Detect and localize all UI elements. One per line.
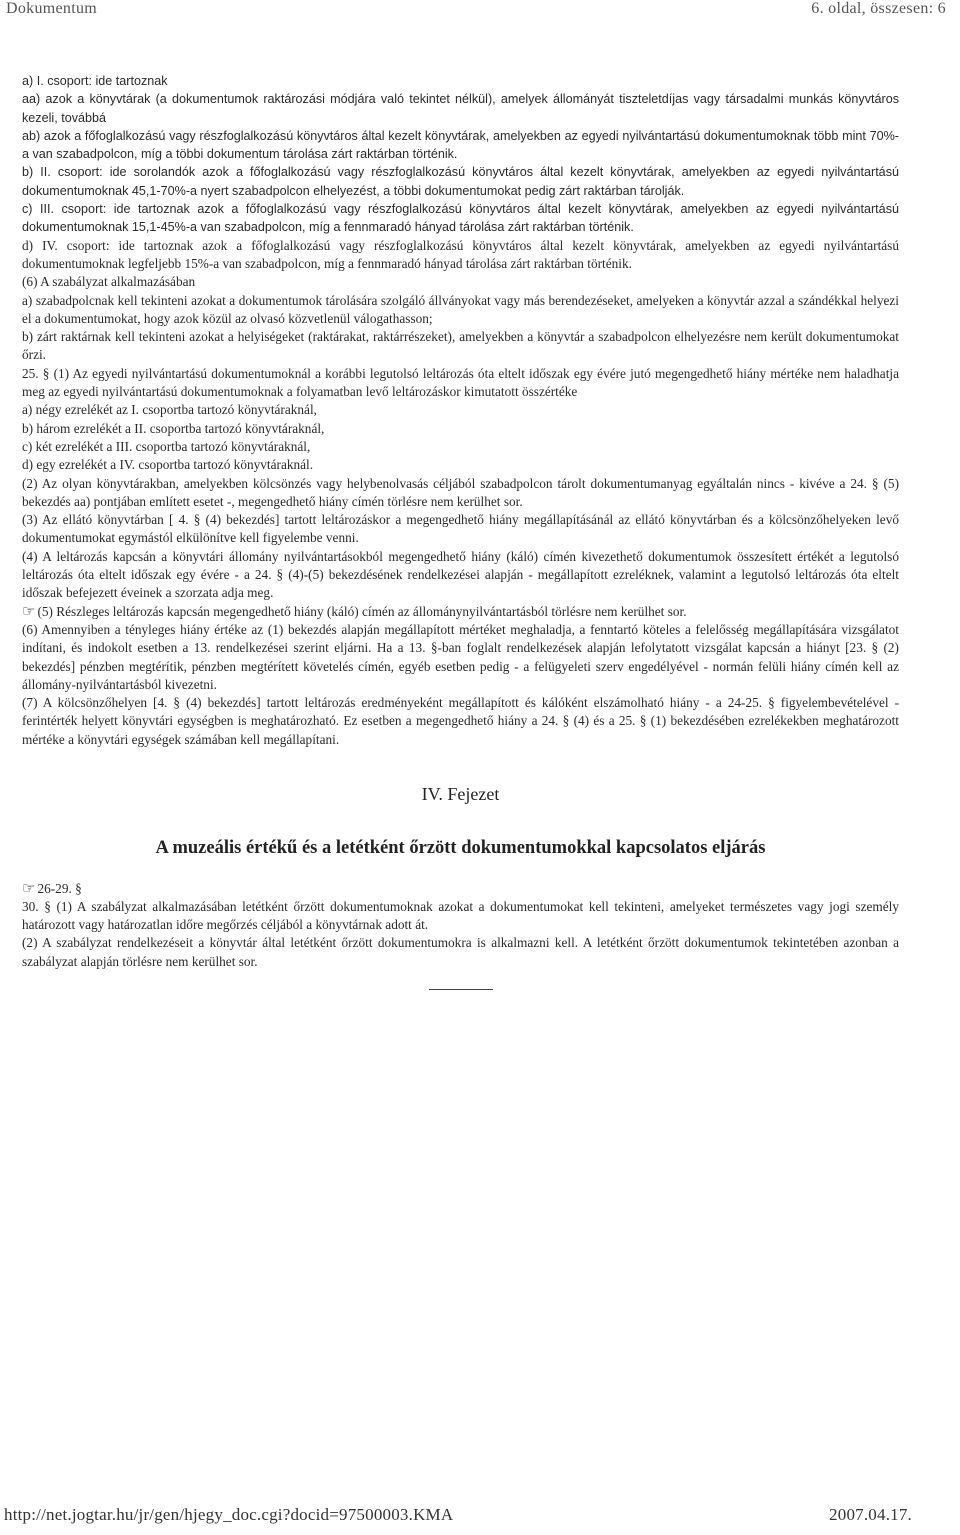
paragraph-25-1d: d) egy ezrelékét a IV. csoportba tartozó könyvtáraknál. — [22, 457, 314, 473]
paragraph-30-1: 30. § (1) A szabályzat alkalmazásában letétként őrzött dokumentumoknak azokat a dokumentumokat kell tekinteni, amelyeket természetes vagy jogi személy határozott vagy határozatlan időre megőrzés céljából a könyvtárnak adott át. — [22, 898, 899, 933]
paragraph-25-5-row — [22, 603, 899, 621]
paragraph-6b: b) zárt raktárnak kell tekinteni azokat a helyiségeket (raktárakat, raktárrészeket), amelyekben a könyvtár a szabadpolcon elhelyezésre nem került dokumentumokat őrzi. — [22, 329, 899, 363]
reference-sections: 26-29. § — [37, 880, 82, 896]
document-title: Dokumentum — [6, 0, 97, 17]
document-body — [22, 72, 899, 990]
chapter-number: IV. Fejezet — [421, 783, 500, 804]
paragraph-25-1: 25. § (1) Az egyedi nyilvántartású dokumentumoknál a korábbi legutolsó leltározás óta eltelt időszak egy évére jutó megengedhető hiány mértéke nem haladhatja meg az egyedi nyilvántartású dokumentumoknak a folyamatban levő leltározáskor kimutatott összértéke — [22, 365, 899, 400]
paragraph-group-3: c) III. csoport: ide tartoznak azok a főfoglalkozású vagy részfoglalkozású könyvtáros által kezelt könyvtárak, amelyekben az egyedi nyilvántartású dokumentumoknak 15,1-45%-a van szabadpolcon, míg a fennmaradó hányad tárolása zárt raktárban történik. — [22, 202, 899, 235]
paragraph-ab: ab) azok a főfoglalkozású vagy részfoglalkozású könyvtáros által kezelt könyvtárak, amelyekben az egyedi nyilvántartású dokumentumoknak több mint 70%-a van szabadpolcon, míg a többi dokumentum tárolása zárt raktárban történik. — [22, 128, 899, 162]
paragraph-group-2: b) II. csoport: ide sorolandók azok a főfoglalkozású vagy részfoglalkozású könyvtáros által kezelt könyvtárak, amelyekben az egyedi nyilvántartású dokumentumoknak 45,1-70%-a nyert szabadpolcon elhelyezést, a többi dokumentumokat pedig zárt raktárban tárolják. — [22, 165, 899, 198]
paragraph-6a: a) szabadpolcnak kell tekinteni azokat a dokumentumok tárolására szolgáló állványokat vagy más berendezéseket, amelyeken a könyvtár azzal a szándékkal helyezi el a dokumentumokat, hogy azok közül az olvasó közvetlenül válogathasson; — [22, 292, 899, 326]
page-header — [6, 0, 946, 26]
source-url: http://net.jogtar.hu/jr/gen/hjegy_doc.cgi?docid=97500003.KMA — [4, 1505, 454, 1524]
page-footer — [4, 1505, 912, 1525]
chapter-title: A muzeális értékű és a letétként őrzött dokumentumokkal kapcsolatos eljárás — [155, 838, 766, 859]
paragraph-group-4: d) IV. csoport: ide tartoznak azok a főfoglalkozású vagy részfoglalkozású könyvtáros által kezelt könyvtárak, amelyekben az egyedi nyilvántartású dokumentumoknak legfeljebb 15%-a van szabadpolcon, míg a fennmaradó hányad tárolása zárt raktárban történik. — [22, 237, 899, 271]
paragraph-25-7: (7) A kölcsönzőhelyen [4. § (4) bekezdés] tartott leltározás eredményeként megállapított és kálóként elszámolható hiány - a 24-25. § figyelembevételével - ferintérték helyett könyvtári egységben is meghatározható. Ez esetben a megengedhető hiány a 24. § (4) és a 25. § (1) bekezdésében ezrelékekben meghatározott mértéke a könyvtári egységek számában kell megállapítani. — [22, 695, 899, 747]
paragraph-25-4: (4) A leltározás kapcsán a könyvtári állomány nyilvántartásokból megengedhető hiány (káló) címén kivezethető dokumentumok összesített értékét a legutolsó leltározás óta eltelt időszak egy évére - a 24. § (4)-(5) bekezdésének rendelkezései alapján - megállapított ezreléknek, valamint a legutolsó leltározás óta eltelt időszak befejezett éveinek a szorzata adja meg. — [22, 548, 899, 601]
pointing-hand-icon[interactable]: ☞ — [22, 880, 36, 897]
paragraph-6: (6) A szabályzat alkalmazásában — [22, 274, 196, 290]
reference-row — [22, 880, 899, 898]
page-counter: 6. oldal, összesen: 6 — [811, 0, 946, 17]
paragraph-25-3: (3) Az ellátó könyvtárban [ 4. § (4) bekezdés] tartott leltározáskor a megengedhető hiány megállapításánál az ellátó könyvtárban és a kölcsönzőhelyeken levő dokumentumokat egymástól elkülönítve kell figyelembe venni. — [22, 512, 899, 546]
paragraph-group-1: a) I. csoport: ide tartoznak — [22, 74, 168, 88]
paragraph-aa: aa) azok a könyvtárak (a dokumentumok raktározási módjára való tekintet nélkül), amelyek állományát tiszteletdíjas vagy társadalmi munkás könyvtáros kezeli, továbbá — [22, 92, 899, 125]
pointing-hand-icon[interactable]: ☞ — [22, 603, 36, 620]
paragraph-25-6: (6) Amennyiben a tényleges hiány értéke az (1) bekezdés alapján megállapított mértéket meghaladja, a fenntartó köteles a felelősség megállapítására vizsgálatot indítani, és indokolt esetben a 13. rendelkezései szerint eljárni. Ha a 13. §-ban foglalt rendelkezések alapján lefolytatott vizsgálat kapcsán a hiányt [23. § (2) bekezdés] pénzben megtérítik, pénzben megtérített követelés címén, egyéb esetben pedig - a felügyeleti szerv engedélyével - normán felüli hiány címén kell az állomány-nyilvántartásból kivezetni. — [22, 621, 899, 692]
paragraph-25-1a: a) négy ezrelékét az I. csoportba tartozó könyvtáraknál, — [22, 402, 317, 418]
paragraph-25-2: (2) Az olyan könyvtárakban, amelyekben kölcsönzés vagy helybenolvasás céljából szabadpolcon tárolt dokumentumanyag egyáltalán nincs - kivéve a 24. § (5) bekezdés aa) pontjában említett esetet -, megengedhető hiány címén törlésre nem kerülhet sor. — [22, 475, 899, 509]
print-date: 2007.04.17. — [829, 1505, 912, 1524]
paragraph-25-5: (5) Részleges leltározás kapcsán megengedhető hiány (káló) címén az állománynyilvántartásból törlésre nem kerülhet sor. — [37, 603, 687, 619]
section-divider — [429, 989, 493, 990]
paragraph-30-2: (2) A szabályzat rendelkezéseit a könyvtár által letétként őrzött dokumentumokra is alkalmazni kell. A letétként őrzött dokumentumok tekintetében azonban a szabályzat alapján törlésre nem kerülhet sor. — [22, 935, 899, 969]
paragraph-25-1c: c) két ezrelékét a III. csoportba tartozó könyvtáraknál, — [22, 438, 311, 454]
paragraph-25-1b: b) három ezrelékét a II. csoportba tartozó könyvtáraknál, — [22, 420, 325, 436]
